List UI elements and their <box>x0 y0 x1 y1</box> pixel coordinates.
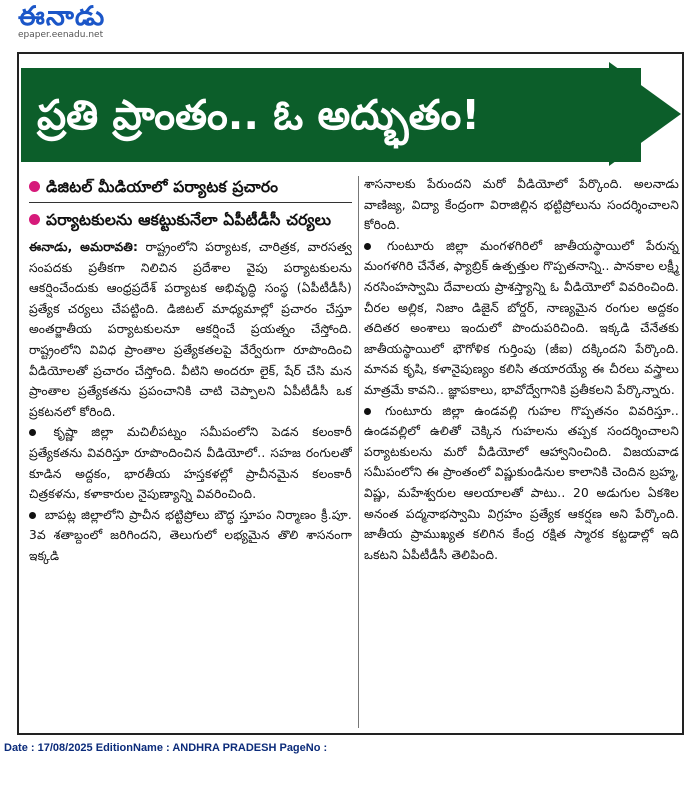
article-paragraph <box>29 422 352 504</box>
paragraph-text: శాసనాలకు పేరుందని మరో వీడియోలో పేర్కొంది. అలనాడు వాణిజ్య, విద్యా కేంద్రంగా విరాజిల్లిన భట్టిప్రోలును సందర్శించాలని కోరింది. <box>364 177 679 233</box>
article-paragraph <box>29 237 352 422</box>
edition-footer: Date : 17/08/2025 EditionName : ANDHRA PRADESH PageNo : <box>4 742 328 754</box>
headline-banner <box>21 58 682 164</box>
paragraph-text: రాష్ట్రంలోని పర్యాటక, చారిత్రక, వారసత్వ సంపదకు ప్రతీకగా నిలిచిన ప్రదేశాల వైపు పర్యాటకులను ఆకర్షించేందుకు ఆంధ్రప్రదేశ్ పర్యాటక అభివృద్ధి సంస్థ (ఏపీటీడీసీ) ప్రత్యేక చర్యలు చేపట్టింది. డిజిటల్ మాధ్యమాల్లో ప్రచారం చేస్తూ అంతర్జాతీయ పర్యాటకులనూ ఆకర్షించే ప్రయత్నం చేస్తోంది. రాష్ట్రంలోని వివిధ ప్రాంతాల ప్రత్యేకతలపై వేర్వేరుగా రూపొందించి వీడియోలతో ప్రచారం చేస్తోంది. వీటిని అందరూ లైక్, షేర్ చేసి మన ప్రాంతాల ప్రత్యేకతను ప్రపంచానికి చాటి చెప్పాలని ఏపీటీడీసీ ఒక ప్రకటనలో కోరింది. <box>29 240 353 419</box>
site-url[interactable]: epaper.eenadu.net <box>18 30 104 40</box>
subhead-text: పర్యాటకులను ఆకట్టుకునేలా ఏపీటీడీసీ చర్యలు <box>46 211 332 229</box>
paragraph-text: గుంటూరు జిల్లా మంగళగిరిలో జాతీయస్థాయిలో పేరున్న మంగళగిరి చేనేత, ఫ్యాబ్రిక్ ఉత్పత్తుల గొప్పతనాన్ని.. పానకాల లక్ష్మీ నరసింహస్వామి దేవాలయ ప్రాశస్త్యాన్ని ఓ వీడియోలో వివరించింది. చీరల అల్లిక, నిజాం డిజైన్ బోర్డర్, నాణ్యమైన రంగుల అద్దకం తదితర అంశాలు ఇందులో పొందుపరిచింది. ఇక్కడి చేనేతకు జాతీయస్థాయిలో భౌగోళిక గుర్తింపు (జీఐ) దక్కిందని పేర్కొంది. మానవ కృషి, కళానైపుణ్యం కలిసి తయారయ్యే ఈ చీరలు వస్త్రాలు మాత్రమే కావని.. జ్ఞాపకాలు, భావోద్వేగానికి ప్రతీకలని పేర్కొన్నారు. <box>364 238 680 397</box>
subhead <box>29 207 352 233</box>
paragraph-text: బాపట్ల జిల్లాలోని ప్రాచీన భట్టిప్రోలు బౌద్ధ స్తూపం నిర్మాణం క్రీ.పూ. 3వ శతాబ్దంలో జరిగిందని, తెలుగులో లభ్యమైన తొలి శాసనంగా ఇక్కడి <box>29 507 352 563</box>
bullet-dot-icon <box>364 243 371 250</box>
bullet-icon <box>29 181 40 192</box>
bullet-icon <box>29 214 40 225</box>
subhead <box>29 174 352 200</box>
headline: ప్రతి ప్రాంతం.. ఓ అద్భుతం! <box>37 91 480 139</box>
subhead-text: డిజిటల్ మీడియాలో పర్యాటక ప్రచారం <box>46 178 279 196</box>
paragraph-text: గుంటూరు జిల్లా ఉండవల్లి గుహల గొప్పతనం వివరిస్తూ.. ఉండవల్లిలో ఉలితో చెక్కిన గుహలను తప్పక సందర్శించాలని పర్యాటకులను మరో వీడియోలో ఆహ్వానించింది. విజయవాడ సమీపంలోని ఈ ప్రాంతంలో విష్ణుకుండినుల కాలానికి చెందిన బ్రహ్మ, విష్ణు, మహేశ్వరుల ఆలయాలతో పాటు.. 20 అడుగుల ఏకశిల అనంత పద్మనాభస్వామి విగ్రహం ప్రత్యేక ఆకర్షణ అని పేర్కొంది. జాతీయ ప్రాముఖ్యత కలిగిన కేంద్ర రక్షిత స్మారక కట్టడాల్లో ఇది ఒకటని ఏపీటీడీసీ తెలిపింది. <box>364 403 679 562</box>
masthead <box>18 2 138 44</box>
left-column <box>29 174 352 567</box>
eenadu-logo: ఈనాడు <box>18 1 106 32</box>
column-divider <box>358 176 359 728</box>
bullet-dot-icon <box>29 512 36 519</box>
dateline: ఈనాడు, అమరావతి: <box>29 240 139 254</box>
divider <box>29 202 352 203</box>
news-clipping <box>17 52 684 735</box>
article-paragraph <box>29 505 352 567</box>
right-column <box>364 174 679 565</box>
article-paragraph <box>364 401 679 566</box>
bullet-dot-icon <box>364 408 371 415</box>
article-paragraph <box>364 174 679 236</box>
paragraph-text: కృష్ణా జిల్లా మచిలీపట్నం సమీపంలోని పెడన కలంకారీ ప్రత్యేకతను వివరిస్తూ రూపొందించిన వీడియోలో.. సహజ రంగులతో కూడిన అద్దకం, భారతీయ హస్తకళల్లో ప్రాచీనమైన కలంకారీ చిత్రకళను, కళాకారుల నైపుణ్యాన్ని వివరించింది. <box>29 425 353 502</box>
article-paragraph <box>364 236 679 401</box>
bullet-dot-icon <box>29 429 36 436</box>
